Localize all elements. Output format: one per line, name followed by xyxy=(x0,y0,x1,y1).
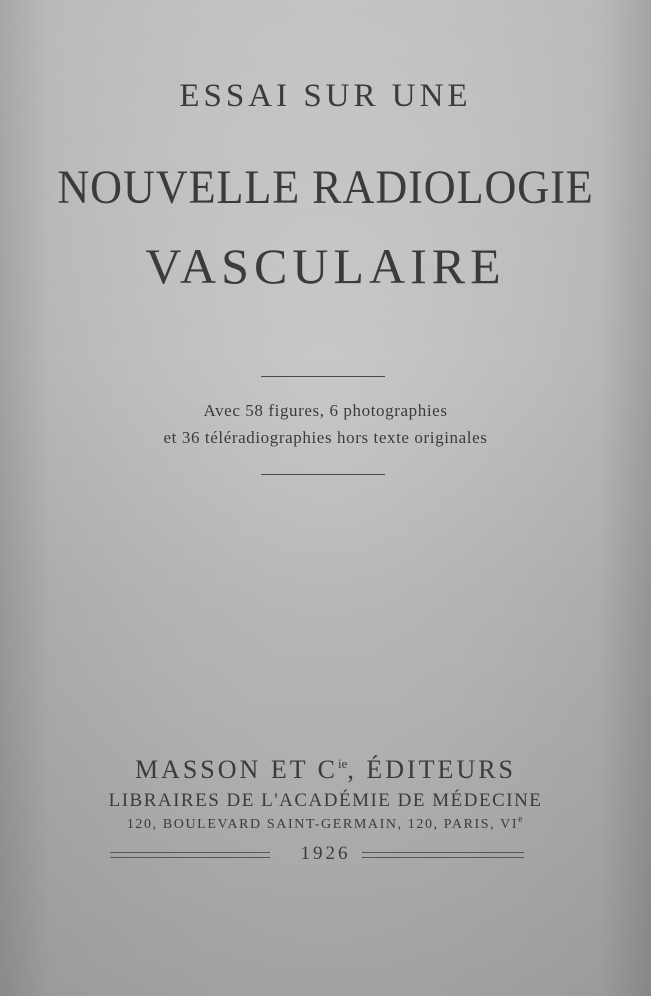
publisher-name xyxy=(0,755,651,785)
rule-bottom xyxy=(261,474,385,475)
rule-top xyxy=(261,376,385,377)
publication-year: 1926 xyxy=(300,843,351,864)
subtitle-line-2: et 36 téléradiographies hors texte originales xyxy=(163,428,488,447)
subtitle-line-1: Avec 58 figures, 6 photographies xyxy=(203,401,448,420)
publisher-name-before: MASSON ET C xyxy=(134,755,338,784)
title-line-2: NOUVELLE RADIOLOGIE xyxy=(57,161,594,214)
publisher-address-sup: e xyxy=(518,814,525,825)
double-rule-right xyxy=(362,852,524,858)
title-line-1: ESSAI SUR UNE xyxy=(179,78,472,114)
publisher-address xyxy=(0,814,651,833)
publisher-line-2: LIBRAIRES DE L'ACADÉMIE DE MÉDECINE xyxy=(108,790,543,811)
publisher-address-text: 120, BOULEVARD SAINT-GERMAIN, 120, PARIS, VI xyxy=(126,817,519,832)
title-line-3: VASCULAIRE xyxy=(145,238,506,294)
publisher-name-sup: ie xyxy=(337,756,348,771)
publisher-name-after: , ÉDITEURS xyxy=(347,755,517,784)
